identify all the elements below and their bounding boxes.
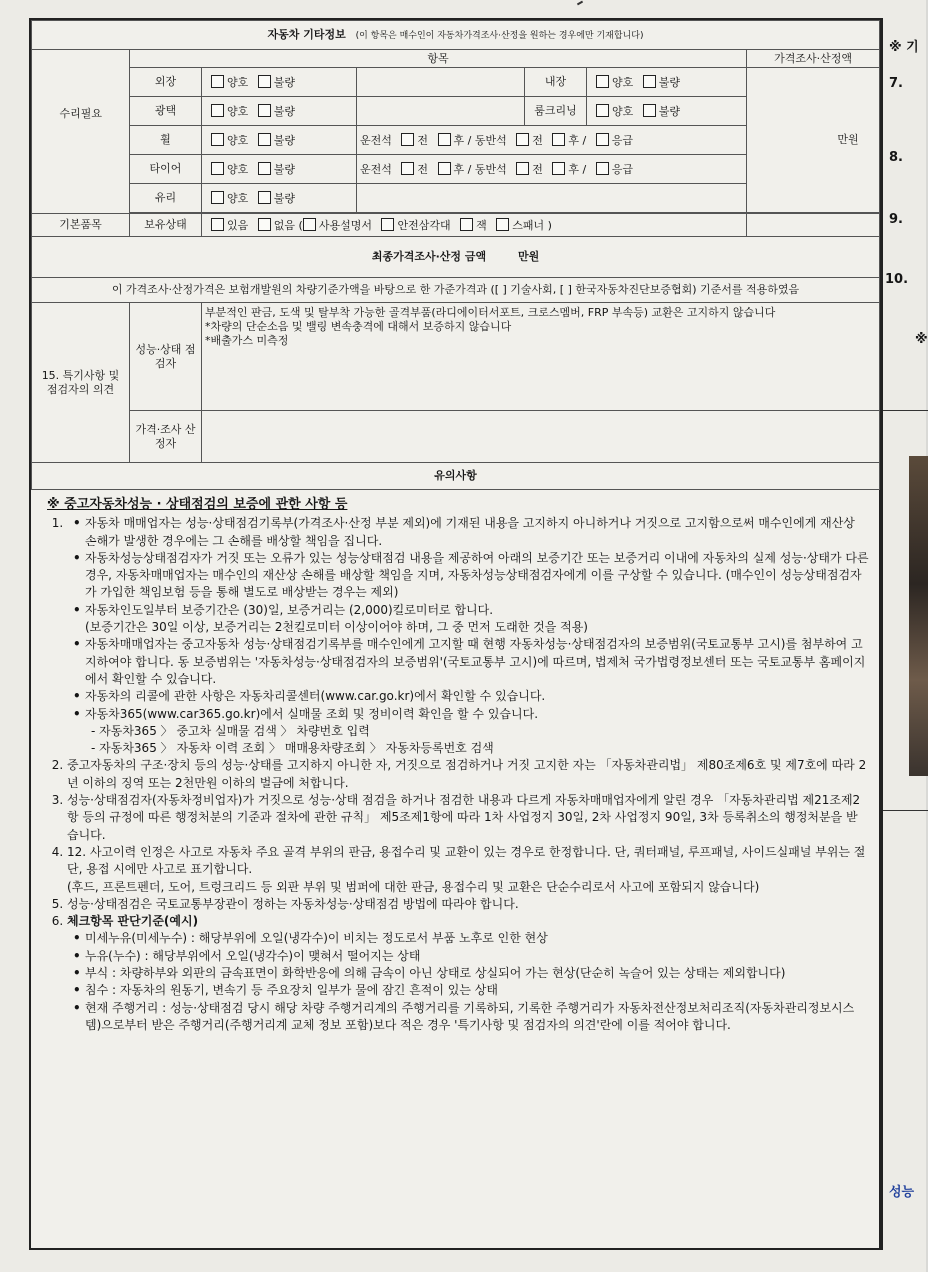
- spacer-cell: [357, 184, 747, 213]
- none-label: 없음: [273, 218, 296, 232]
- side-number-9: 9.: [889, 212, 903, 227]
- rear-label: 후: [568, 133, 580, 147]
- final-price-cell: [32, 237, 880, 278]
- glass-bad-checkbox[interactable]: [258, 191, 271, 204]
- gloss-good-checkbox[interactable]: [211, 104, 224, 117]
- repair-group-label: 수리필요: [59, 107, 103, 120]
- driver-seat-label: 운전석: [360, 162, 392, 176]
- price-basis-text: 이 가격조사·산정가격은 보험개발원의 차량기준가액을 바탕으로 한 가준가격과 ([ ] 기술사회, [ ] 한국자동차진단보증협회) 기준서를 적용하였음: [32, 278, 880, 303]
- side-number-10: 10.: [885, 272, 909, 287]
- wheel-driver-front-checkbox[interactable]: [401, 133, 414, 146]
- bullet-text: 자동차인도일부터 보증기간은 (30)일, 보증거리는 (2,000)킬로미터로 합니다.: [85, 602, 494, 617]
- spacer-cell: [747, 214, 880, 237]
- row-label-cleaning: 룸크리닝: [525, 97, 587, 126]
- caution-item-2: 2. 중고자동차의 구조·장치 등의 성능·상태를 고지하지 아니한 자, 거짓으로 점검하거나 거짓 고지한 자는 「자동차관리법」 제80조제6호 및 제7호에 따라 2년 이하의 징역 또는 2천만원 이하의 벌금에 처합니다.: [67, 757, 869, 792]
- emergency-label: 응급: [611, 133, 634, 147]
- cleaning-bad-checkbox[interactable]: [643, 104, 656, 117]
- wheel-passenger-rear-checkbox[interactable]: [552, 133, 565, 146]
- bullet: • 현재 주행거리 : 성능·상태점검 당시 해당 차량 주행거리계의 주행거리를 기록하되, 기록한 주행거리가 자동차전산정보처리조직(자동차관리정보시스템)으로부터 받은 주행거리(주행거리계 교체 정보 포함)보다 적은 경우 '특기사항 및 점검자의 의견'란에 이를 적어야 합니다.: [85, 1000, 869, 1035]
- manual-label: 사용설명서: [318, 218, 372, 232]
- bad-label: 불량: [273, 75, 296, 89]
- bullet-note: (보증기간은 30일 이상, 보증거리는 2천킬로미터 이상이어야 하며, 그 중 먼저 도래한 것을 적용): [85, 620, 588, 635]
- wheel-good-checkbox[interactable]: [211, 133, 224, 146]
- exterior-bad-checkbox[interactable]: [258, 75, 271, 88]
- bullet: • 부식 : 차량하부와 외판의 금속표면이 화학반응에 의해 금속이 아닌 상태로 상실되어 가는 현상(단순히 녹슬어 있는 상태는 제외합니다): [85, 965, 869, 982]
- jack-label: 잭: [476, 218, 487, 232]
- tire-bad-checkbox[interactable]: [258, 162, 271, 175]
- triangle-label: 안전삼각대: [397, 218, 451, 232]
- row-label-tire: 타이어: [130, 155, 202, 184]
- side-footer-label: 성능: [889, 1185, 915, 1200]
- bad-label: 불량: [273, 162, 296, 176]
- front-label: 전: [532, 133, 543, 147]
- tire-emergency-checkbox[interactable]: [596, 162, 609, 175]
- tire-driver-rear-checkbox[interactable]: [438, 162, 451, 175]
- rear-label: 후: [453, 162, 465, 176]
- tire-passenger-rear-checkbox[interactable]: [552, 162, 565, 175]
- side-number-7: 7.: [889, 76, 903, 91]
- remark-line: 부분적인 판금, 도색 및 탈부착 가능한 골격부품(라디에이터서포트, 크로스멤버, FRP 부속등) 교환은 고지하지 않습니다: [205, 306, 776, 319]
- basic-items-options: 있음 없음 ( 사용설명서 안전삼각대 잭 스패너 ): [202, 214, 747, 237]
- repair-price-cell: [747, 68, 880, 213]
- final-price-unit: 만원: [517, 250, 540, 263]
- inspection-form: [29, 18, 881, 1250]
- good-label: 양호: [227, 191, 249, 205]
- caution-item-5: 5. 성능·상태점검은 국토교통부장관이 정하는 자동차성능·상태점검 방법에 따라야 합니다.: [67, 896, 869, 913]
- holding-status-label: 보유상태: [130, 214, 202, 237]
- bad-label: 불량: [273, 104, 296, 118]
- none-checkbox[interactable]: [258, 218, 271, 231]
- wheel-options: [202, 126, 357, 155]
- good-label: 양호: [227, 75, 249, 89]
- caution-heading: ※ 중고자동차성능 · 상태점검의 보증에 관한 사항 등: [47, 497, 348, 512]
- good-label: 양호: [612, 75, 634, 89]
- have-checkbox[interactable]: [211, 218, 224, 231]
- front-label: 전: [532, 162, 543, 176]
- manual-checkbox[interactable]: [303, 218, 316, 231]
- bullet-text: 자동차365(www.car365.go.kr)에서 실매물 조회 및 정비이력 확인을 할 수 있습니다.: [85, 706, 539, 721]
- exterior-options: [202, 68, 357, 97]
- glass-good-checkbox[interactable]: [211, 191, 224, 204]
- side-divider: [883, 410, 928, 411]
- remark-line: *차량의 단순소음 및 밸링 변속충격에 대해서 보증하지 않습니다: [205, 320, 512, 333]
- glass-options: [202, 184, 357, 213]
- final-price-label: 최종가격조사·산정 금액: [371, 250, 487, 263]
- gloss-bad-checkbox[interactable]: [258, 104, 271, 117]
- tire-driver-front-checkbox[interactable]: [401, 162, 414, 175]
- item-note: (후드, 프론트펜더, 도어, 트렁크리드 등 외판 부위 및 범퍼에 대한 판금, 용접수리 및 교환은 단순수리로서 사고에 포함되지 않습니다): [67, 879, 760, 894]
- cleaning-good-checkbox[interactable]: [596, 104, 609, 117]
- repair-group-cell: [32, 50, 130, 213]
- spacer-cell: [357, 97, 525, 126]
- tire-position-options: 운전석 전 후 / 동반석 전 후 / 응급: [357, 155, 747, 184]
- sub-line: - 자동차365 〉 중고차 실매물 검색 〉 차량번호 입력: [91, 723, 370, 738]
- appraiser-label: 가격·조사 산정자: [130, 411, 202, 463]
- spanner-label: 스패너: [512, 218, 545, 232]
- section-header: [32, 21, 880, 50]
- repair-price-unit: 만원: [837, 133, 859, 146]
- rear-label: 후: [453, 133, 465, 147]
- bullet: [85, 602, 869, 637]
- rear-label: 후: [568, 162, 580, 176]
- bad-label: 불량: [658, 104, 681, 118]
- tire-good-checkbox[interactable]: [211, 162, 224, 175]
- caution-list: [47, 515, 869, 1034]
- appraiser-remarks[interactable]: [202, 411, 880, 463]
- wheel-emergency-checkbox[interactable]: [596, 133, 609, 146]
- remarks-label: 15. 특기사항 및 점검자의 의견: [32, 303, 130, 463]
- good-label: 양호: [227, 104, 249, 118]
- caution-item-3: 3. 성능·상태점검자(자동차정비업자)가 거짓으로 성능·상태 점검을 하거나 점검한 내용과 다르게 자동차매매업자에게 알린 경우 「자동차관리법 제21조제2항 등의 규정에 따른 행정처분의 기준과 절차에 관한 규칙」 제5조제1항에 따라 1차 사업정지 30일, 2차 사업정지 90일, 3차 등록취소의 행정처분을 받습니다.: [67, 792, 869, 844]
- sub-line: - 자동차365 〉 자동차 이력 조회 〉 매매용차량조회 〉 자동차등록번호 검색: [91, 741, 494, 756]
- front-label: 전: [417, 162, 429, 176]
- wheel-passenger-front-checkbox[interactable]: [516, 133, 529, 146]
- good-label: 양호: [227, 162, 249, 176]
- side-mark: ※: [915, 332, 928, 347]
- row-label-glass: 유리: [130, 184, 202, 213]
- remark-line: *배출가스 미측정: [205, 334, 289, 347]
- cleaning-options: [587, 97, 747, 126]
- good-label: 양호: [612, 104, 634, 118]
- triangle-checkbox[interactable]: [381, 218, 394, 231]
- tire-options: [202, 155, 357, 184]
- bullet: • 누유(누수) : 해당부위에서 오일(냉각수)이 맺혀서 떨어지는 상태: [85, 948, 869, 965]
- pen-mark: [577, 1, 583, 6]
- front-label: 전: [417, 133, 429, 147]
- emergency-label: 응급: [611, 162, 634, 176]
- driver-seat-label: 운전석: [360, 133, 392, 147]
- basic-items-label: 기본품목: [32, 214, 130, 237]
- section-note: (이 항목은 매수인이 자동차가격조사·산정을 원하는 경우에만 기재합니다): [355, 30, 644, 41]
- section-title: 자동차 기타정보: [267, 27, 346, 41]
- row-label-gloss: 광택: [130, 97, 202, 126]
- passenger-seat-label: 동반석: [474, 162, 507, 176]
- interior-bad-checkbox[interactable]: [643, 75, 656, 88]
- inspector-label: 성능·상태 점검자: [130, 303, 202, 411]
- caution-item-1-bullets: [67, 515, 869, 757]
- wheel-bad-checkbox[interactable]: [258, 133, 271, 146]
- row-label-interior: 내장: [525, 68, 587, 97]
- wheel-driver-rear-checkbox[interactable]: [438, 133, 451, 146]
- bullet: [85, 706, 869, 758]
- bad-label: 불량: [658, 75, 681, 89]
- good-label: 양호: [227, 133, 249, 147]
- side-number-8: 8.: [889, 150, 903, 165]
- spacer-cell: [357, 68, 525, 97]
- interior-good-checkbox[interactable]: [596, 75, 609, 88]
- wheel-position-options: 운전석 전 후 / 동반석 전 후 / 응급: [357, 126, 747, 155]
- interior-options: [587, 68, 747, 97]
- passenger-seat-label: 동반석: [474, 133, 507, 147]
- bullet: • 미세누유(미세누수) : 해당부위에 오일(냉각수)이 비치는 정도로서 부품 노후로 인한 현상: [85, 930, 869, 947]
- caution-item-4: [67, 844, 869, 896]
- item-text: 체크항목 판단기준(예시): [67, 914, 199, 929]
- bad-label: 불량: [273, 191, 296, 205]
- bullet: • 침수 : 자동차의 원동기, 변속기 등 주요장치 일부가 물에 잠긴 흔적이 있는 상태: [85, 982, 869, 999]
- caution-title: 유의사항: [32, 463, 880, 490]
- tire-passenger-front-checkbox[interactable]: [516, 162, 529, 175]
- caution-item-1: [67, 515, 869, 757]
- caution-item-6: [67, 913, 869, 1034]
- item-text: 12. 사고이력 인정은 사고로 자동차 주요 골격 부위의 판금, 용접수리 및 교환이 있는 경우로 한정합니다. 단, 쿼터패널, 루프패널, 사이드실패널 부위는 절단, 용접 시에만 사고로 표기합니다.: [67, 844, 866, 877]
- side-heading: ※ 기: [889, 40, 919, 55]
- row-label-wheel: 휠: [130, 126, 202, 155]
- next-page-edge: [881, 18, 928, 1250]
- caution-notes: [31, 490, 879, 1034]
- item-column-header: 항목: [130, 50, 747, 68]
- price-column-header: 가격조사·산정액: [747, 50, 880, 68]
- row-label-exterior: 외장: [130, 68, 202, 97]
- bullet: • 자동차매매업자는 중고자동차 성능·상태점검기록부를 매수인에게 고지할 때 현행 자동차성능·상태점검자의 보증범위(국토교통부 고시)를 첨부하여 고지하여야 합니다. 동 보증범위는 '자동차성능·상태점검자의 보증범위'(국토교통부 고시)에 따르며, 법제처 국가법령정보센터 또는 국토교통부 홈페이지에서 확인할 수 있습니다.: [85, 636, 869, 688]
- spanner-checkbox[interactable]: [496, 218, 509, 231]
- side-divider: [883, 810, 928, 811]
- vehicle-photo: [909, 456, 928, 776]
- bullet: • 1. 자동차 매매업자는 성능·상태점검기록부(가격조사·산정 부분 제외)에 기재된 내용을 고지하지 아니하거나 거짓으로 고지함으로써 매수인에게 재산상 손해가 발생한 경우에는 그 손해를 배상할 책임을 집니다.: [85, 515, 869, 550]
- jack-checkbox[interactable]: [460, 218, 473, 231]
- caution-item-6-bullets: [67, 930, 869, 1034]
- exterior-good-checkbox[interactable]: [211, 75, 224, 88]
- gloss-options: [202, 97, 357, 126]
- bullet: • 자동차성능상태점검자가 거짓 또는 오류가 있는 성능상태점검 내용을 제공하여 아래의 보증기간 또는 보증거리 이내에 자동차의 실제 성능·상태가 다른 경우, 자동차매매업자는 매수인의 재산상 손해를 배상할 책임을 지며, 자동차성능상태점검자에게 이를 구상할 수 있습니다. (매수인이 성능상태점검자가 가입한 책임보험 등을 통해 별도로 배상받는 경우는 제외): [85, 550, 869, 602]
- have-label: 있음: [227, 218, 249, 232]
- vehicle-other-info-table: [31, 20, 880, 490]
- bullet: • 자동차의 리콜에 관한 사항은 자동차리콜센터(www.car.go.kr)에서 확인할 수 있습니다.: [85, 688, 869, 705]
- bad-label: 불량: [273, 133, 296, 147]
- inspector-remarks[interactable]: [202, 303, 880, 411]
